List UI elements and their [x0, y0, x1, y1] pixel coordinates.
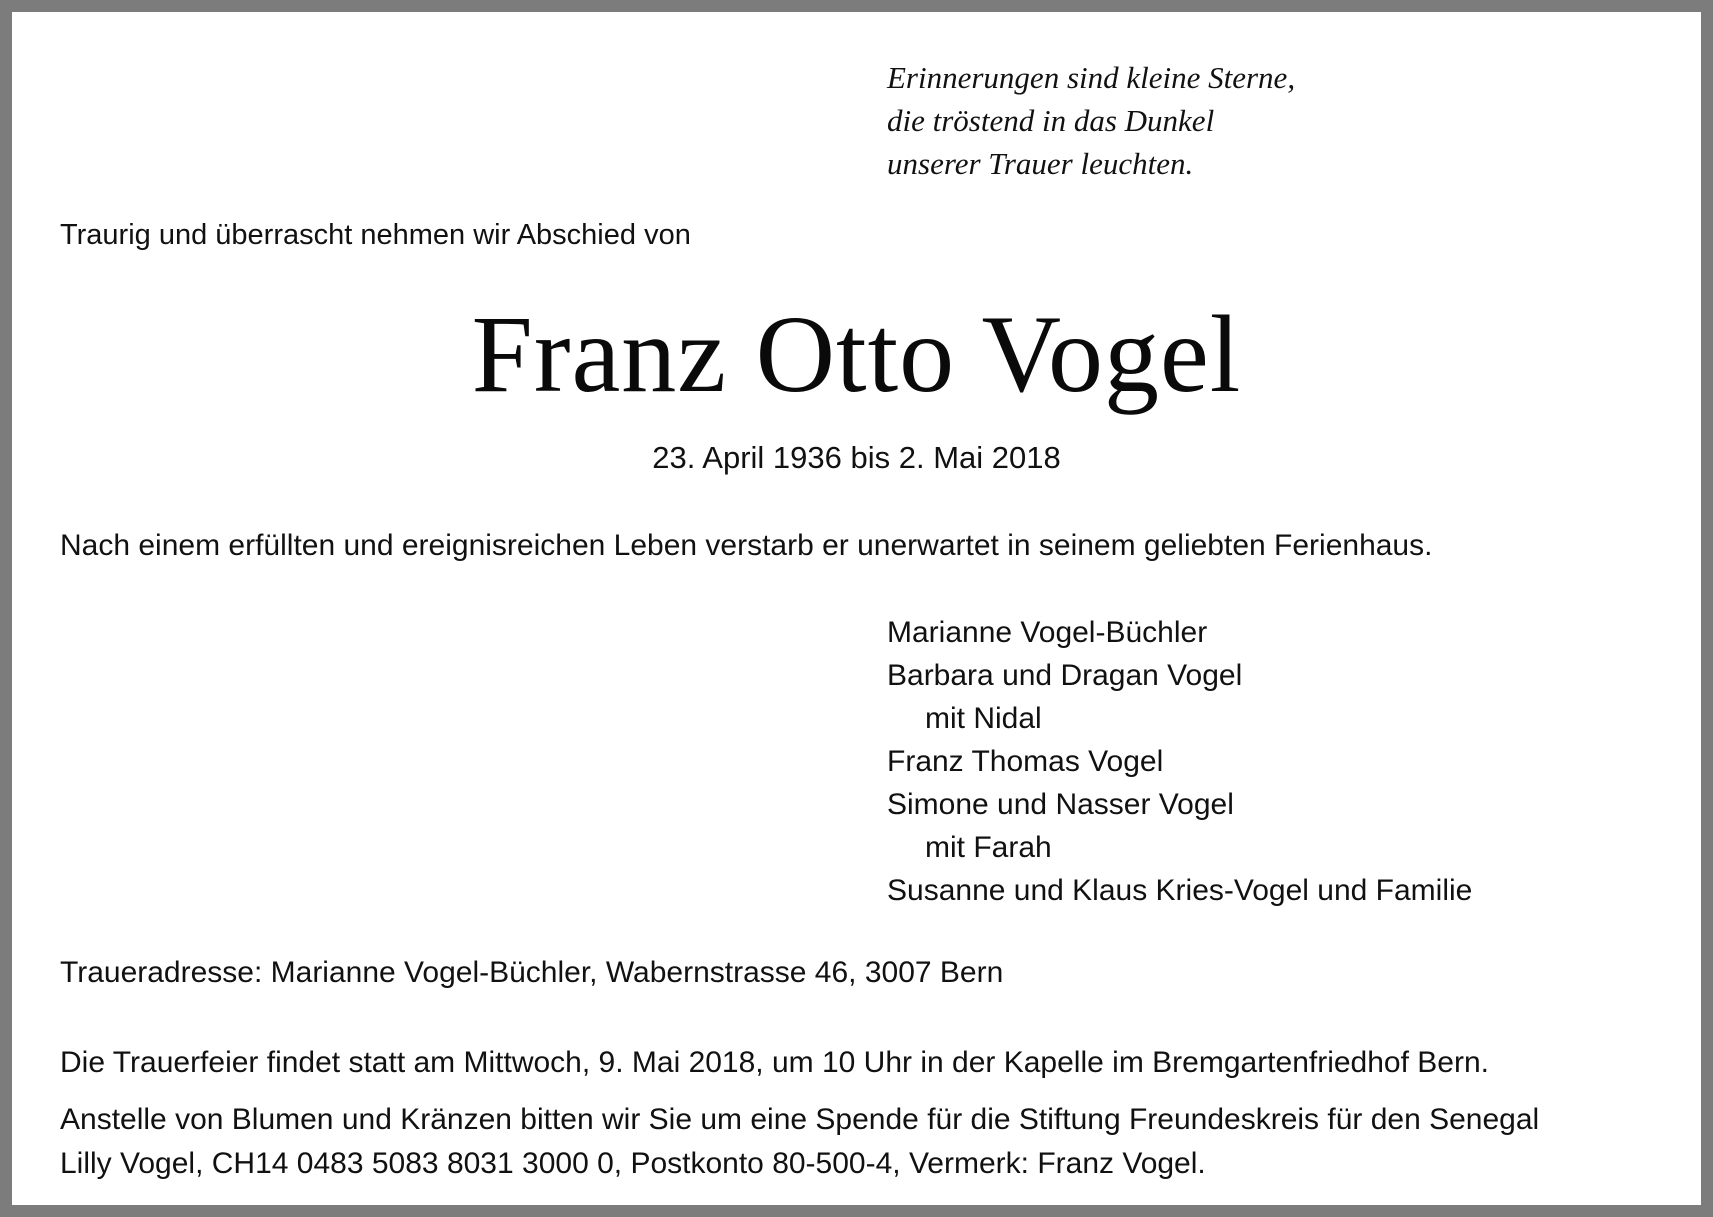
- mourning-address: Traueradresse: Marianne Vogel-Büchler, Wabernstrasse 46, 3007 Bern: [60, 956, 1004, 989]
- life-dates: 23. April 1936 bis 2. Mai 2018: [652, 440, 1061, 475]
- intro-text: Traurig und überrascht nehmen wir Abschied von: [60, 219, 691, 251]
- mourner-item: mit Farah: [925, 831, 1052, 864]
- mourner-item: Franz Thomas Vogel: [887, 745, 1164, 778]
- mourner-item: mit Nidal: [925, 702, 1042, 735]
- donation-line: Anstelle von Blumen und Kränzen bitten wir Sie um eine Spende für die Stiftung Freundeskreis für den Senegal: [60, 1103, 1540, 1136]
- mourner-item: Simone und Nasser Vogel: [887, 788, 1234, 821]
- donation-info: [60, 1098, 1539, 1186]
- motto-quote: [887, 56, 1295, 185]
- motto-line: die tröstend in das Dunkel: [887, 103, 1215, 138]
- deceased-name: Franz Otto Vogel: [471, 293, 1242, 415]
- ceremony-info: Die Trauerfeier findet statt am Mittwoch, 9. Mai 2018, um 10 Uhr in der Kapelle im Bremgartenfriedhof Bern.: [60, 1046, 1489, 1079]
- mourner-item: Barbara und Dragan Vogel: [887, 659, 1243, 692]
- mourner-item: Marianne Vogel-Büchler: [887, 616, 1208, 649]
- biography-text: Nach einem erfüllten und ereignisreichen Leben verstarb er unerwartet in seinem geliebten Ferienhaus.: [60, 529, 1433, 562]
- obituary-notice: [12, 12, 1701, 1205]
- motto-line: unserer Trauer leuchten.: [887, 146, 1194, 181]
- donation-line: Lilly Vogel, CH14 0483 5083 8031 3000 0, Postkonto 80-500-4, Vermerk: Franz Vogel.: [60, 1147, 1206, 1180]
- mourners-list: [887, 611, 1472, 912]
- motto-line: Erinnerungen sind kleine Sterne,: [887, 60, 1296, 95]
- mourner-item: Susanne und Klaus Kries-Vogel und Familie: [887, 874, 1473, 907]
